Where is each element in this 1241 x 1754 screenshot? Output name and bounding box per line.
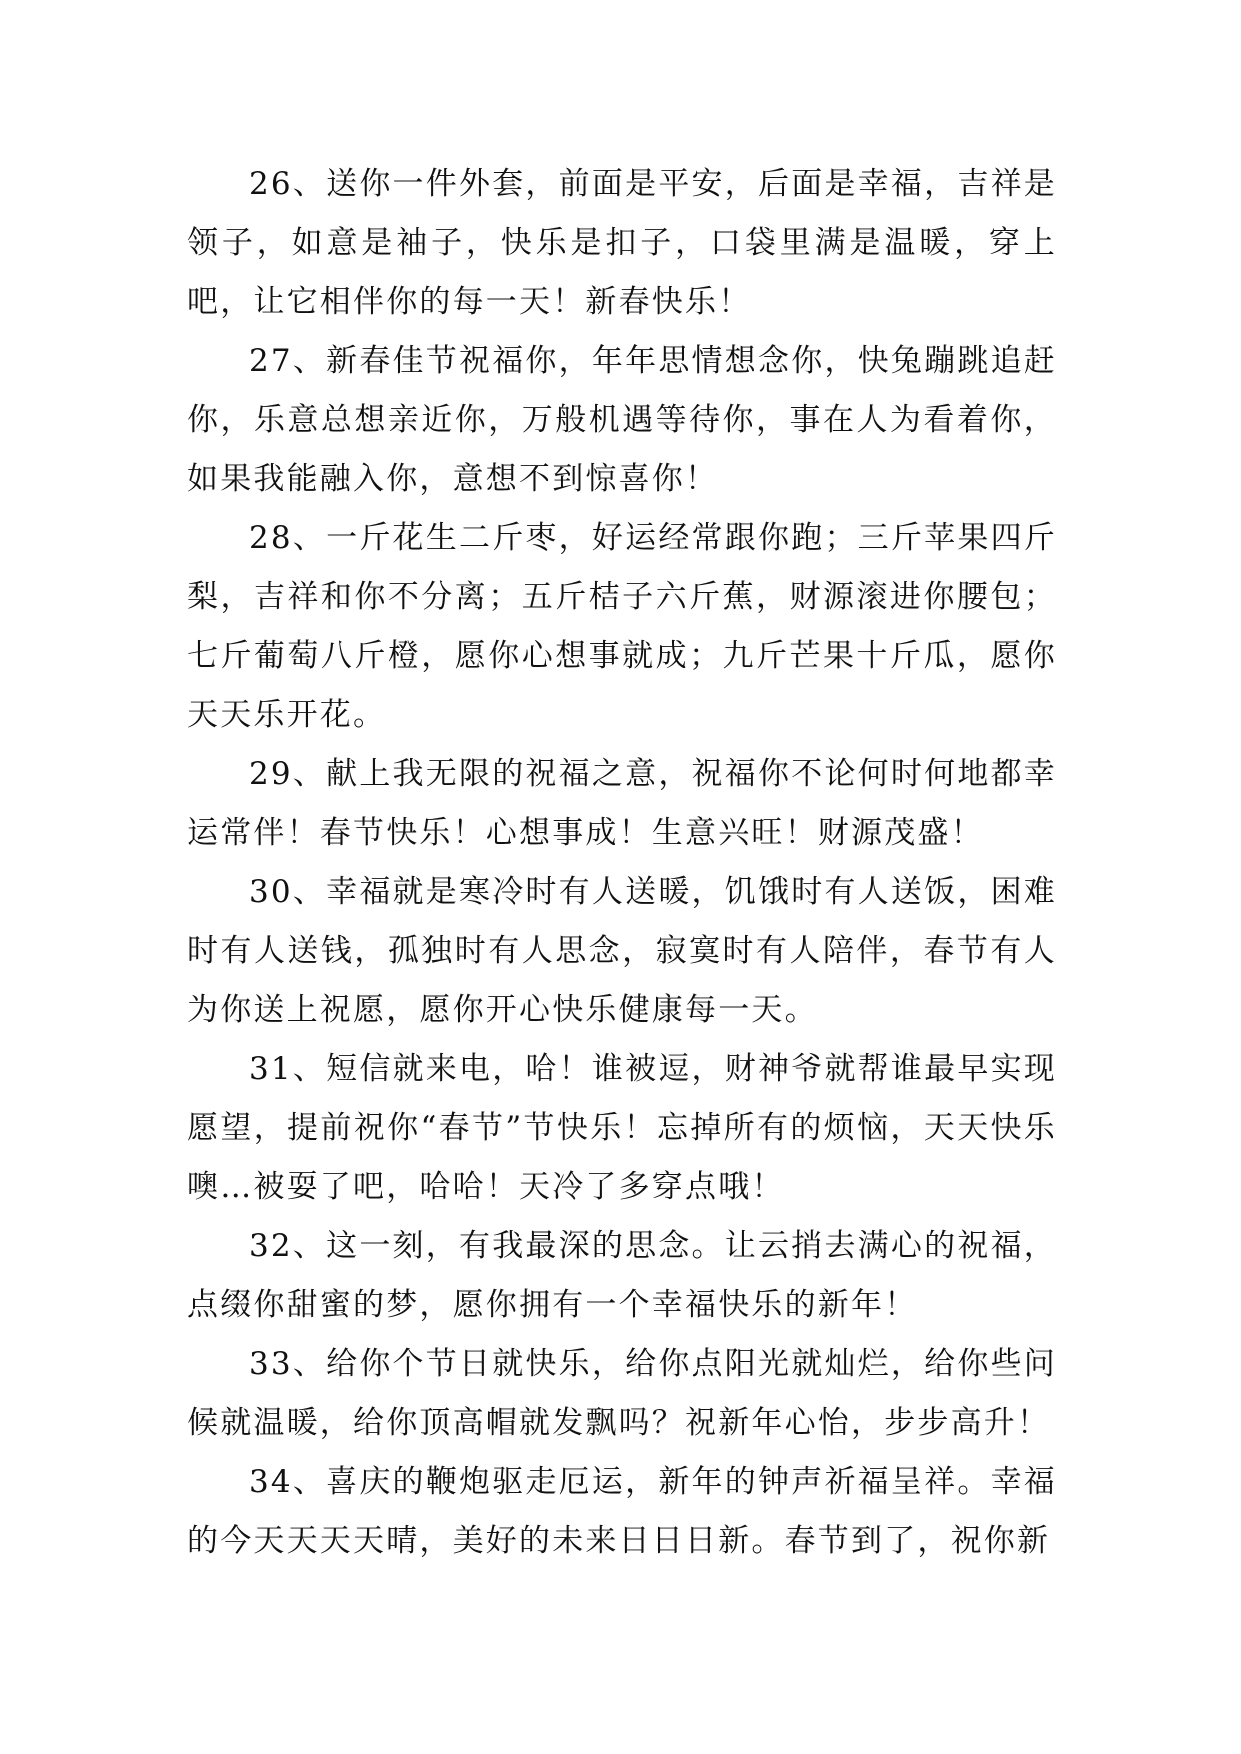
paragraph-26: 26、送你一件外套，前面是平安，后面是幸福，吉祥是领子，如意是袖子，快乐是扣子，口袋里满是温暖，穿上吧，让它相伴你的每一天！新春快乐！ xyxy=(187,166,1057,320)
paragraph-30: 30、幸福就是寒冷时有人送暖，饥饿时有人送饭，困难时有人送钱，孤独时有人思念，寂寞时有人陪伴，春节有人为你送上祝愿，愿你开心快乐健康每一天。 xyxy=(187,874,1057,1028)
paragraph-29: 29、献上我无限的祝福之意，祝福你不论何时何地都幸运常伴！春节快乐！心想事成！生意兴旺！财源茂盛！ xyxy=(187,756,1057,851)
paragraph-31: 31、短信就来电，哈！谁被逗，财神爷就帮谁最早实现愿望，提前祝你“春节”节快乐！忘掉所有的烦恼，天天快乐噢…被耍了吧，哈哈！天冷了多穿点哦！ xyxy=(187,1051,1057,1205)
paragraph-34: 34、喜庆的鞭炮驱走厄运，新年的钟声祈福呈祥。幸福的今天天天天晴，美好的未来日日日新。春节到了，祝你新 xyxy=(187,1464,1057,1559)
paragraph-32: 32、这一刻，有我最深的思念。让云捎去满心的祝福，点缀你甜蜜的梦，愿你拥有一个幸福快乐的新年！ xyxy=(187,1228,1057,1323)
paragraph-27: 27、新春佳节祝福你，年年思情想念你，快兔蹦跳追赶你，乐意总想亲近你，万般机遇等待你，事在人为看着你，如果我能融入你，意想不到惊喜你！ xyxy=(187,343,1057,497)
paragraph-28: 28、一斤花生二斤枣，好运经常跟你跑；三斤苹果四斤梨，吉祥和你不分离；五斤桔子六斤蕉，财源滚进你腰包；七斤葡萄八斤橙，愿你心想事就成；九斤芒果十斤瓜，愿你天天乐开花。 xyxy=(187,520,1057,733)
document-body xyxy=(187,155,1057,1571)
paragraph-33: 33、给你个节日就快乐，给你点阳光就灿烂，给你些问候就温暖，给你顶高帽就发飘吗？祝新年心怡，步步高升！ xyxy=(187,1346,1057,1441)
